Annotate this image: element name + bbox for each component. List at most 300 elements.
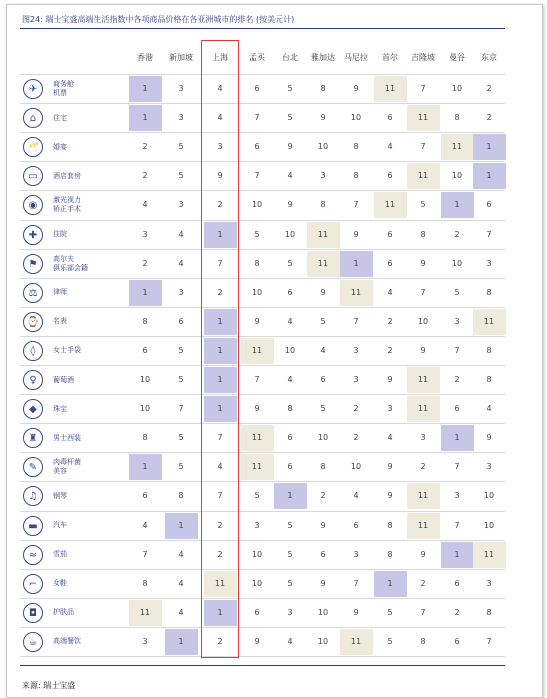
bottom-divider <box>20 665 505 666</box>
rank-cell: 10 <box>317 636 329 646</box>
category-label-line: 珠宝 <box>53 404 67 413</box>
rank-cell: 4 <box>320 345 326 355</box>
category-label <box>53 608 74 617</box>
rank-cell: 3 <box>486 578 492 588</box>
rank-cell: 9 <box>353 607 359 617</box>
category-label <box>53 288 67 297</box>
rank-cell: 8 <box>486 287 492 297</box>
rank-cell: 8 <box>353 171 359 181</box>
source-note: 来源: 瑞士宝盛 <box>22 681 76 690</box>
category-label-line: 商务舱 <box>53 80 74 88</box>
category-label-line: 住院 <box>53 230 67 238</box>
rank-cell: 11 <box>374 192 407 218</box>
rank-cell: 6 <box>254 607 260 617</box>
category-label <box>53 405 67 414</box>
rank-cell: 4 <box>178 258 184 268</box>
rank-cell: 4 <box>287 375 293 384</box>
rank-cell: 9 <box>387 462 393 472</box>
row-divider <box>20 481 505 482</box>
rank-cell: 5 <box>387 607 393 617</box>
rank-cell: 11 <box>307 251 340 277</box>
rank-cell: 9 <box>320 520 326 530</box>
rank-cell: 1 <box>274 483 307 509</box>
city-header: 雅加达 <box>311 53 335 62</box>
rank-cell: 7 <box>217 433 223 443</box>
row-divider <box>20 336 505 337</box>
rank-cell: 11 <box>204 571 237 597</box>
rank-cell: 11 <box>473 309 506 335</box>
rank-cell: 1 <box>129 76 162 102</box>
rank-cell: 8 <box>320 200 326 210</box>
rank-cell: 1 <box>204 338 237 364</box>
rank-cell: 6 <box>454 578 460 588</box>
category-label <box>53 80 74 98</box>
rank-cell: 7 <box>353 200 359 210</box>
rank-cell: 8 <box>486 375 492 384</box>
city-header: 新加坡 <box>169 53 193 62</box>
category-label <box>53 143 67 152</box>
rank-cell: 2 <box>142 142 148 152</box>
rank-cell: 5 <box>178 171 184 181</box>
rank-cell: 10 <box>284 229 296 239</box>
rank-cell: 8 <box>353 142 359 152</box>
rank-cell: 7 <box>486 636 492 646</box>
rank-cell: 7 <box>420 142 426 152</box>
rank-cell: 8 <box>420 229 426 239</box>
rank-cell: 6 <box>387 171 393 181</box>
rank-cell: 1 <box>441 425 474 451</box>
rank-cell: 1 <box>473 163 506 189</box>
rank-cell: 2 <box>142 171 148 181</box>
rank-cell: 7 <box>486 229 492 239</box>
rank-cell: 1 <box>204 367 237 393</box>
rank-cell: 5 <box>287 578 293 588</box>
rank-cell: 9 <box>420 549 426 559</box>
wine-glass-icon: ♀ <box>23 370 43 390</box>
rank-cell: 11 <box>241 338 274 364</box>
rank-cell: 8 <box>387 549 393 559</box>
rank-cell: 7 <box>454 345 460 355</box>
rank-cell: 6 <box>387 113 393 123</box>
category-label-line: 酒店套房 <box>53 171 81 180</box>
category-label-line: 男士西装 <box>53 433 81 442</box>
rank-cell: 8 <box>142 316 148 326</box>
rank-cell: 11 <box>407 396 440 422</box>
city-header: 孟买 <box>249 53 265 62</box>
rank-cell: 6 <box>486 200 492 210</box>
rank-cell: 7 <box>142 549 148 559</box>
rank-cell: 7 <box>353 316 359 326</box>
rank-cell: 1 <box>204 222 237 248</box>
rank-cell: 3 <box>353 549 359 559</box>
rank-cell: 3 <box>454 316 460 326</box>
row-divider <box>20 249 505 250</box>
rank-cell: 5 <box>287 84 293 93</box>
rank-cell: 2 <box>217 520 223 530</box>
rank-cell: 9 <box>320 287 326 297</box>
rank-cell: 1 <box>129 105 162 131</box>
rank-cell: 1 <box>129 454 162 480</box>
lawyer-icon: ⚖ <box>23 283 43 303</box>
category-label-line: 肉毒杆菌 <box>53 458 81 467</box>
rank-cell: 10 <box>417 316 429 326</box>
rank-cell: 10 <box>251 549 263 559</box>
rank-cell: 5 <box>287 549 293 559</box>
rank-cell: 9 <box>387 375 393 384</box>
category-label-line: 律师 <box>53 288 67 297</box>
category-label-line: 高尔夫 <box>53 254 74 263</box>
rank-cell: 7 <box>353 578 359 588</box>
category-label-line: 高端餐饮 <box>53 637 81 646</box>
row-divider <box>20 220 505 221</box>
rank-cell: 8 <box>454 113 460 123</box>
rank-cell: 6 <box>254 84 260 93</box>
rank-cell: 6 <box>387 229 393 239</box>
champagne-glasses-icon: 🥂 <box>23 137 43 157</box>
row-divider <box>20 540 505 541</box>
rank-cell: 6 <box>287 287 293 297</box>
city-header: 吉隆坡 <box>411 53 435 62</box>
rank-cell: 10 <box>317 607 329 617</box>
rank-cell: 3 <box>142 229 148 239</box>
rank-cell: 8 <box>387 520 393 530</box>
rank-cell: 1 <box>473 134 506 160</box>
rank-cell: 11 <box>407 483 440 509</box>
rank-cell: 8 <box>420 636 426 646</box>
rank-cell: 8 <box>486 345 492 355</box>
rank-cell: 9 <box>254 636 260 646</box>
category-label-line: 护肤品 <box>53 608 74 617</box>
category-label <box>53 521 67 530</box>
rank-cell: 11 <box>407 163 440 189</box>
rank-cell: 4 <box>142 520 148 530</box>
rank-cell: 1 <box>129 280 162 306</box>
rank-cell: 2 <box>454 229 460 239</box>
rank-cell: 5 <box>320 404 326 414</box>
rank-cell: 6 <box>287 462 293 472</box>
rank-cell: 2 <box>353 433 359 443</box>
piano-icon: ♫ <box>23 486 43 506</box>
category-label <box>53 114 67 123</box>
rank-cell: 4 <box>178 549 184 559</box>
rank-cell: 8 <box>486 607 492 617</box>
rank-cell: 3 <box>420 433 426 443</box>
rank-cell: 10 <box>483 520 495 530</box>
rank-cell: 9 <box>217 171 223 181</box>
rank-cell: 11 <box>340 280 373 306</box>
category-label <box>53 376 74 385</box>
rank-cell: 3 <box>387 404 393 414</box>
rank-cell: 3 <box>353 375 359 384</box>
rank-cell: 9 <box>420 345 426 355</box>
rank-cell: 6 <box>254 142 260 152</box>
rank-cell: 3 <box>217 142 223 152</box>
category-label-line: 汽车 <box>53 521 67 529</box>
rank-cell: 4 <box>287 171 293 181</box>
rank-cell: 3 <box>486 258 492 268</box>
rank-cell: 8 <box>287 404 293 414</box>
category-label-line: 激光视力 <box>53 196 81 205</box>
category-label <box>53 346 81 355</box>
category-label <box>53 492 67 501</box>
category-label <box>53 550 67 559</box>
rank-cell: 9 <box>254 316 260 326</box>
category-label-line: 雪茄 <box>53 550 67 559</box>
row-divider <box>20 132 505 133</box>
high-heel-icon: ⌐ <box>23 574 43 594</box>
rank-cell: 11 <box>374 76 407 102</box>
rank-cell: 4 <box>387 287 393 297</box>
rank-cell: 9 <box>486 433 492 443</box>
rank-cell: 11 <box>241 454 274 480</box>
house-icon: ⌂ <box>23 108 43 128</box>
category-label <box>53 317 67 326</box>
rank-cell: 11 <box>407 105 440 131</box>
rank-cell: 6 <box>353 520 359 530</box>
rank-cell: 3 <box>454 491 460 501</box>
rank-cell: 7 <box>420 287 426 297</box>
rank-cell: 3 <box>287 607 293 617</box>
rank-cell: 1 <box>441 192 474 218</box>
rank-cell: 6 <box>454 404 460 414</box>
rank-cell: 7 <box>217 258 223 268</box>
rank-cell: 5 <box>254 229 260 239</box>
row-divider <box>20 598 505 599</box>
rank-cell: 11 <box>129 600 162 626</box>
rank-cell: 1 <box>165 513 198 539</box>
rank-cell: 10 <box>350 113 362 123</box>
rank-cell: 1 <box>340 251 373 277</box>
rank-cell: 10 <box>451 171 463 181</box>
fine-dining-icon: ☕ <box>23 632 43 652</box>
rank-cell: 5 <box>254 491 260 501</box>
rank-cell: 11 <box>407 513 440 539</box>
diamond-icon: ◆ <box>23 399 43 419</box>
rank-cell: 1 <box>204 309 237 335</box>
airplane-ticket-icon: ✈ <box>23 79 43 99</box>
suit-icon: ♜ <box>23 428 43 448</box>
rank-cell: 4 <box>178 607 184 617</box>
rank-cell: 2 <box>454 375 460 384</box>
row-divider <box>20 394 505 395</box>
rank-cell: 1 <box>204 396 237 422</box>
row-divider <box>20 627 505 628</box>
city-header: 东京 <box>481 53 497 62</box>
rank-cell: 11 <box>241 425 274 451</box>
car-icon: ▬ <box>23 516 43 536</box>
row-divider <box>20 307 505 308</box>
category-label <box>53 172 81 181</box>
row-divider <box>20 103 505 104</box>
rank-cell: 5 <box>454 287 460 297</box>
rank-cell: 2 <box>387 316 393 326</box>
rank-cell: 10 <box>139 375 151 384</box>
rank-cell: 7 <box>454 462 460 472</box>
city-header: 香港 <box>137 53 153 62</box>
rank-cell: 7 <box>454 520 460 530</box>
category-label-line: 婚宴 <box>53 142 67 151</box>
rank-cell: 4 <box>387 433 393 443</box>
city-header: 台北 <box>282 53 298 62</box>
watch-icon: ⌚ <box>23 312 43 332</box>
category-label-line: 女士手袋 <box>53 346 81 355</box>
rank-cell: 6 <box>387 258 393 268</box>
rank-cell: 2 <box>353 404 359 414</box>
rank-cell: 2 <box>217 549 223 559</box>
rank-cell: 2 <box>142 258 148 268</box>
rank-cell: 2 <box>320 491 326 501</box>
row-divider <box>20 423 505 424</box>
rank-cell: 4 <box>217 462 223 472</box>
rank-cell: 6 <box>320 375 326 384</box>
rank-cell: 11 <box>407 367 440 393</box>
rank-cell: 2 <box>420 578 426 588</box>
rank-cell: 4 <box>287 316 293 326</box>
handbag-icon: ◊ <box>23 341 43 361</box>
rank-cell: 5 <box>287 520 293 530</box>
rank-cell: 3 <box>142 636 148 646</box>
rank-cell: 3 <box>353 345 359 355</box>
city-header: 上海 <box>212 53 228 62</box>
rank-cell: 9 <box>420 258 426 268</box>
rank-cell: 9 <box>287 142 293 152</box>
rank-cell: 2 <box>217 636 223 646</box>
rank-cell: 10 <box>451 258 463 268</box>
rank-cell: 9 <box>353 84 359 93</box>
rank-cell: 7 <box>254 113 260 123</box>
rank-cell: 2 <box>454 607 460 617</box>
rank-cell: 10 <box>251 287 263 297</box>
rank-cell: 2 <box>217 287 223 297</box>
category-label-line: 住宅 <box>53 113 67 122</box>
laser-eye-icon: ◉ <box>23 195 43 215</box>
rank-cell: 10 <box>317 433 329 443</box>
rank-cell: 1 <box>441 542 474 568</box>
rank-cell: 3 <box>178 287 184 297</box>
rank-cell: 6 <box>287 433 293 443</box>
category-label <box>53 196 81 214</box>
rank-cell: 10 <box>284 345 296 355</box>
rank-cell: 9 <box>254 404 260 414</box>
rank-cell: 5 <box>178 345 184 355</box>
rank-cell: 10 <box>451 84 463 93</box>
row-divider <box>20 365 505 366</box>
category-label <box>53 458 81 476</box>
syringe-icon: ✎ <box>23 457 43 477</box>
rank-cell: 10 <box>139 404 151 414</box>
hospital-icon: ✚ <box>23 225 43 245</box>
rank-cell: 6 <box>454 636 460 646</box>
row-divider <box>20 452 505 453</box>
category-label <box>53 255 88 273</box>
city-header: 首尔 <box>382 53 398 62</box>
rank-cell: 10 <box>251 200 263 210</box>
rank-cell: 3 <box>320 171 326 181</box>
rank-cell: 9 <box>320 113 326 123</box>
skincare-jar-icon: ◘ <box>23 603 43 623</box>
rank-cell: 6 <box>142 345 148 355</box>
rank-cell: 7 <box>254 171 260 181</box>
shanghai-highlight-box <box>201 40 239 658</box>
rank-cell: 7 <box>178 404 184 414</box>
rank-cell: 4 <box>178 578 184 588</box>
category-label-line: 女鞋 <box>53 579 67 588</box>
rank-cell: 10 <box>251 578 263 588</box>
rank-cell: 5 <box>178 142 184 152</box>
rank-cell: 1 <box>165 629 198 655</box>
golf-flag-icon: ⚑ <box>23 254 43 274</box>
category-label <box>53 230 67 239</box>
rank-cell: 4 <box>287 636 293 646</box>
rank-cell: 4 <box>142 200 148 210</box>
rank-cell: 5 <box>287 258 293 268</box>
category-label <box>53 579 67 588</box>
rank-cell: 3 <box>178 113 184 123</box>
category-label-line: 葡萄酒 <box>53 375 74 384</box>
category-label-line: 矫正手术 <box>53 205 81 214</box>
rank-cell: 5 <box>178 375 184 384</box>
rank-cell: 8 <box>142 578 148 588</box>
category-label-line: 机票 <box>53 89 67 97</box>
rank-cell: 2 <box>486 84 492 93</box>
rank-cell: 11 <box>473 542 506 568</box>
rank-cell: 2 <box>420 462 426 472</box>
rank-cell: 8 <box>254 258 260 268</box>
category-label-line: 俱乐部会籍 <box>53 263 88 272</box>
rank-cell: 9 <box>320 578 326 588</box>
city-header: 曼谷 <box>449 53 465 62</box>
rank-cell: 3 <box>254 520 260 530</box>
row-divider <box>20 74 505 75</box>
rank-cell: 8 <box>320 462 326 472</box>
rank-cell: 8 <box>178 491 184 501</box>
category-label-line: 名表 <box>53 317 67 326</box>
rank-cell: 4 <box>217 84 223 93</box>
rank-cell: 11 <box>307 222 340 248</box>
category-label <box>53 637 81 646</box>
row-divider <box>20 190 505 191</box>
category-label <box>53 434 81 443</box>
figure-title: 图24: 瑞士宝盛高端生活指数中各项商品价格在各亚洲城市的排名 (按美元计) <box>22 15 295 24</box>
rank-cell: 5 <box>387 636 393 646</box>
rank-cell: 4 <box>178 229 184 239</box>
category-label-line: 钢琴 <box>53 491 67 500</box>
rank-cell: 1 <box>374 571 407 597</box>
row-divider <box>20 161 505 162</box>
rank-cell: 6 <box>142 491 148 501</box>
rank-cell: 11 <box>441 134 474 160</box>
rank-cell: 3 <box>178 84 184 93</box>
rank-cell: 5 <box>420 200 426 210</box>
rank-cell: 2 <box>486 113 492 123</box>
cigar-icon: ≈ <box>23 545 43 565</box>
rank-cell: 7 <box>217 491 223 501</box>
rank-cell: 7 <box>420 607 426 617</box>
rank-cell: 1 <box>204 600 237 626</box>
row-divider <box>20 656 505 657</box>
category-label-line: 美容 <box>53 467 67 476</box>
rank-cell: 7 <box>420 84 426 93</box>
rank-cell: 4 <box>387 142 393 152</box>
rank-cell: 4 <box>217 113 223 123</box>
hotel-bed-icon: ▭ <box>23 166 43 186</box>
row-divider <box>20 278 505 279</box>
row-divider <box>20 511 505 512</box>
rank-cell: 9 <box>387 491 393 501</box>
title-divider <box>20 28 505 29</box>
rank-cell: 4 <box>486 404 492 414</box>
rank-cell: 10 <box>483 491 495 501</box>
